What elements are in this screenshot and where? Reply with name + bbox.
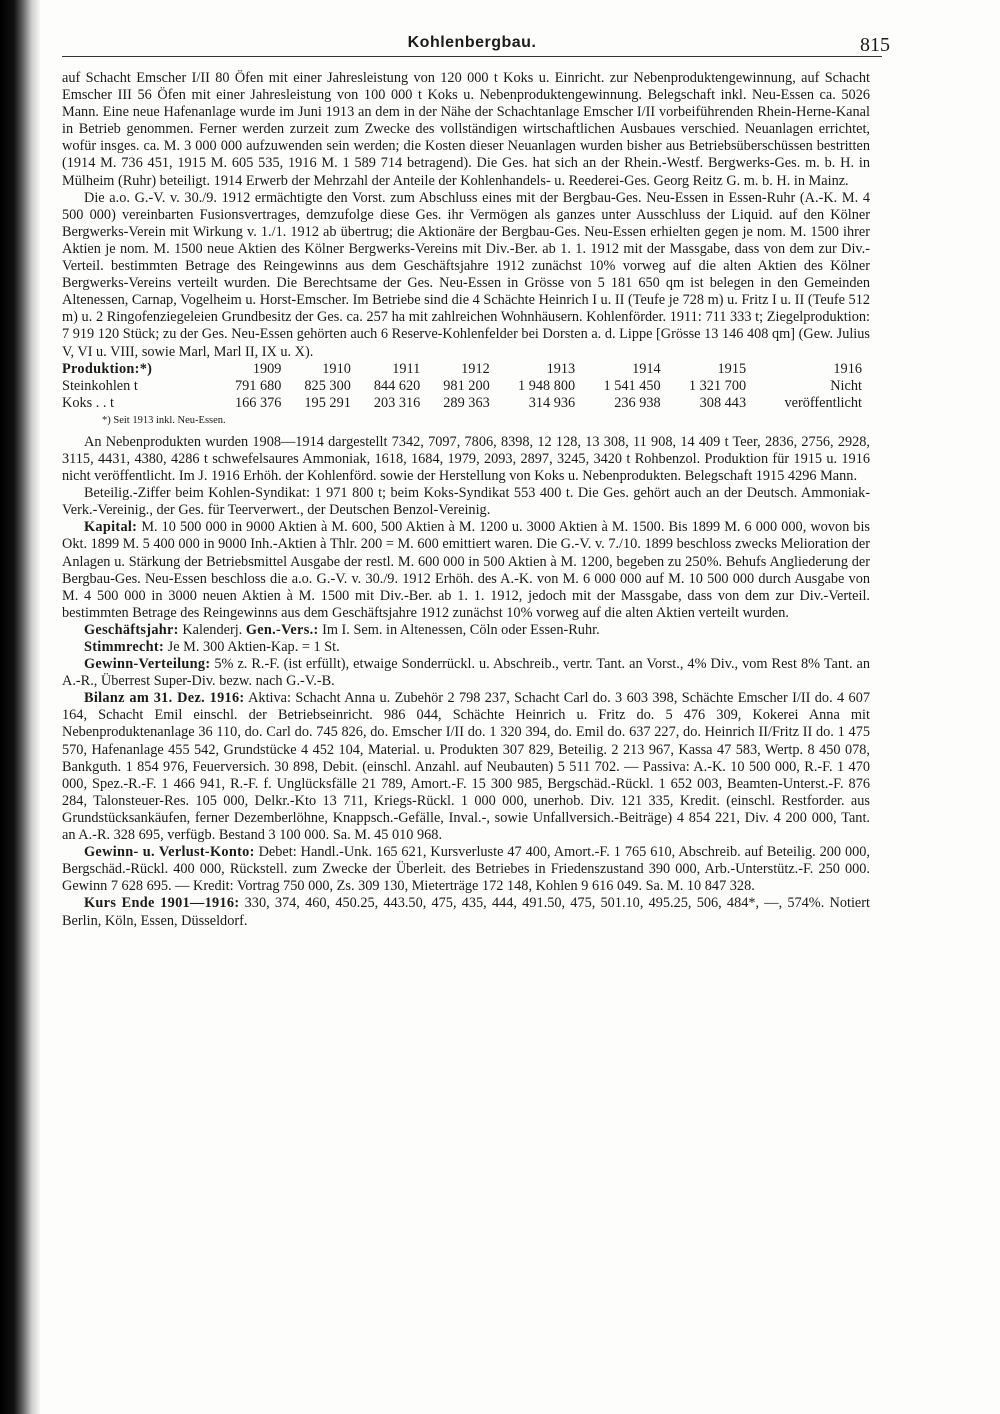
value-cell: 236 938 [614, 394, 661, 411]
year-cell: 1915 [717, 360, 747, 377]
bilanz-section [62, 690, 870, 844]
byproducts-paragraph: An Nebenprodukten wurden 1908—1914 dargestellt 7342, 7097, 7806, 8398, 12 128, 13 308, 11 908, 14 409 t Teer, 2836, 2756, 2928, 3115, 4431, 4380, 4286 t schwefelsaures Ammoniak, 1618, 1684, 1979, 2093, 2897, 3245, 3420 t Rohbenzol. Produktion für 1915 u. 1916 nicht veröffentlicht. Im J. 1916 Erhöh. der Kohlenförd. sowie der Herstellung von Koks u. Nebenprodukten. Belegschaft 1915 4296 Mann. [62, 433, 870, 485]
stimmrecht-section [62, 639, 870, 656]
genvers-text: Im I. Sem. in Altenessen, Cöln oder Essen-Ruhr. [322, 621, 600, 638]
running-title: Kohlenbergbau. [407, 34, 537, 51]
production-label: Produktion:*) [62, 360, 153, 377]
value-cell: 981 200 [443, 377, 490, 394]
production-table [62, 361, 862, 412]
geschaeftsjahr-label: Geschäftsjahr: [84, 621, 179, 638]
value-cell: 166 376 [234, 394, 282, 411]
kapital-text: M. 10 500 000 in 9000 Aktien à M. 600, 500 Aktien à M. 1200 u. 3000 Aktien à M. 1500. Bis 1899 M. 6 000 000, wovon bis Okt. 1899 M. 5 400 000 in 9000 Inh.-Aktien à Thlr. 200 = M. 600 emittiert waren. Die G.-V. v. 7./10. 1899 beschloss zwecks Melioration der Anlagen u. Stärkung der Betriebsmittel Ausgabe der restl. M. 600 000 in 500 Aktien à M. 1200, begeben zu 250%. Behufs Angliederung der Bergbau-Ges. Neu-Essen beschloss die a.o. G.-V. v. 30./9. 1912 Erhöh. des A.-K. von M. 6 000 000 auf M. 10 500 000 durch Ausgabe von M. 4 500 000 in 3000 neuen Aktien à M. 1500 mit Div.-Ber. ab 1. 1. 1912, jedoch mit der Massgabe, dass von dem zur Div.-Verteil. bestimmten Betrage des Reingewinns aus dem Geschäftsjahre 1912 zunächst 10% vorweg auf die alten Aktien verteilt wurden. [62, 519, 870, 621]
guv-label: Gewinn- u. Verlust-Konto: [84, 844, 255, 861]
year-cell: 1916 [833, 360, 862, 377]
year-cell: 1911 [392, 360, 421, 377]
syndicate-paragraph: Beteilig.-Ziffer beim Kohlen-Syndikat: 1 971 800 t; beim Koks-Syndikat 553 400 t. Die Ges. gehört auch an der Deutsch. Ammoniak-Verk.-Vereinig., der Ges. für Teerverwert., der Deutschen Benzol-Vereinig. [62, 485, 870, 519]
year-cell: 1912 [461, 360, 490, 377]
value-cell: veröffentlicht [784, 394, 862, 411]
value-cell: 1 948 800 [518, 377, 576, 394]
stimmrecht-text: Je M. 300 Aktien-Kap. = 1 St. [167, 639, 340, 655]
value-cell: 1 321 700 [688, 377, 747, 394]
bilanz-text: Aktiva: Schacht Anna u. Zubehör 2 798 237, Schacht Carl do. 3 603 398, Schächte Emscher I/II do. 4 607 164, Schacht Emil einschl. der Betriebseinricht. 986 044, Schächte Heinrich u. Fritz do. 5 476 309, Kokerei Anna mit Nebenproduktenanlage 36 110, do. Carl do. 745 826, do. Emscher I/II do. 1 320 394, do. Emil do. 637 227, do. Heinrich II/Fritz II do. 1 475 570, Hafenanlage 455 542, Grundstücke 4 452 104, Material. u. Produkten 307 829, Beteilig. 2 213 967, Kassa 47 583, Wertp. 8 450 078, Bankguth. 1 854 976, Feuerversich. 30 898, Debit. (einschl. Anzahl. auf Neubauten) 5 511 702. — Passiva: A.-K. 10 500 000, R.-F. 1 470 000, Spez.-R.-F. 1 466 941, R.-F. f. Unglücksfälle 21 789, Amort.-F. 15 300 985, Bergschäd.-Rückl. 1 652 003, Beamten-Unterst.-F. 876 284, Talonsteuer-Res. 105 000, Delkr.-Kto 13 711, Kriegs-Rückl. 1 000 000, unerhob. Div. 121 335, Kredit. (einschl. Restforder. aus Grundstücksankäufen, ferner Dezemberlöhne, Knappsch.-Gefälle, Inval.-, sowie Unfallversich.-Beiträge) 4 854 221, Div. 4 200 000, Tant. an A.-R. 328 695, verfügb. Bestand 3 100 000. Sa. M. 45 010 968. [62, 690, 870, 844]
value-cell: Nicht [830, 377, 862, 394]
stimmrecht-label: Stimmrecht: [84, 639, 165, 655]
gewinnverteilung-label: Gewinn-Verteilung: [84, 656, 211, 673]
year-cell: 1914 [632, 360, 661, 377]
year-cell: 1913 [546, 360, 576, 377]
production-row-steinkohlen [62, 378, 862, 395]
page-number: 815 [860, 34, 890, 56]
meta-section [62, 622, 870, 639]
production-row-koks [62, 395, 862, 412]
kurs-section [62, 895, 870, 929]
year-cell: 1909 [252, 360, 282, 377]
value-cell: 844 620 [373, 377, 421, 394]
page-header [62, 34, 890, 57]
kapital-label: Kapital: [84, 519, 138, 536]
guv-text: Debet: Handl.-Unk. 165 621, Kursverluste 47 400, Amort.-F. 1 765 610, Abschreib. auf Beteilig. 200 000, Bergschäd.-Rückl. 400 000, Rückstell. zum Zwecke der Überleit. des Betriebes in Friedenszustand 390 000, Arb.-Unterstütz.-F. 250 000. Gewinn 7 628 695. — Kredit: Vortrag 750 000, Zs. 309 130, Mieterträge 172 148, Kohlen 9 616 049. Sa. M. 10 847 328. [62, 844, 870, 895]
merger-paragraph: Die a.o. G.-V. v. 30./9. 1912 ermächtigte den Vorst. zum Abschluss eines mit der Bergbau-Ges. Neu-Essen in Essen-Ruhr (A.-K. M. 4 500 000) vereinbarten Fusionsvertrages, demzufolge diese Ges. ihr Vermögen als ganzes unter Ausschluss der Liquid. auf den Kölner Bergwerks-Verein mit Wirkung v. 1./1. 1912 ab übertrug; die Aktionäre der Bergbau-Ges. Neu-Essen erhielten gegen je nom. M. 1500 ihrer Aktien je nom. M. 1500 neue Aktien des Kölner Bergwerks-Vereins mit Div.-Ber. ab 1. 1. 1912 mit der Massgabe, dass von dem zur Div.-Verteil. bestimmten Betrage des Reingewinns aus dem Geschäftsjahre 1912 zunächst 10% vorweg auf die alten Aktien des Kölner Bergwerks-Vereins verteilt wurden. Die Berechtsame der Ges. Neu-Essen in Grösse von 5 181 650 qm ist belegen in den Gemeinden Altenessen, Carnap, Vogelheim u. Horst-Emscher. Im Betriebe sind die 4 Schächte Heinrich I u. II (Teufe je 728 m) u. Fritz I u. II (Teufe 512 m) u. 2 Ringofenziegeleien Grundbesitz der Ges. ca. 257 ha mit zahlreichen Wohnhäusern. Kohlenförder. 1911: 711 333 t; Ziegelproduktion: 7 919 120 Stück; zu der Ges. Neu-Essen gehörten auch 6 Reserve-Kohlenfelder bei Dorsten a. d. Lippe [Grösse 13 146 408 qm] (Gew. Julius V, VI u. VIII, sowie Marl, Marl II, IX u. X). [62, 189, 870, 360]
kapital-section [62, 519, 870, 622]
guv-section [62, 844, 870, 895]
value-cell: 203 316 [373, 394, 421, 411]
kurs-label: Kurs Ende 1901—1916: [84, 895, 240, 912]
value-cell: 314 936 [528, 394, 576, 411]
bilanz-label: Bilanz am 31. Dez. 1916: [84, 690, 245, 707]
value-cell: 289 363 [443, 394, 490, 411]
company-description-paragraph: auf Schacht Emscher I/II 80 Öfen mit einer Jahresleistung von 120 000 t Koks u. Einricht. zur Nebenproduktengewinnung, auf Schacht Emscher III 56 Öfen mit einer Jahresleistung von 100 000 t Koks u. Nebenproduktengewinnung. Belegschaft inkl. Neu-Essen ca. 5026 Mann. Eine neue Hafenanlage wurde im Juni 1913 an dem in der Nähe der Schachtanlage Emscher I/II vorbeiführenden Rhein-Herne-Kanal in Betrieb genommen. Ferner werden zurzeit zum Zwecke des vollständigen wirtschaftlichen Ausbaues verschied. Neuanlagen errichtet, wofür insges. ca. M. 3 000 000 aufzuwenden sein werden; die Kosten dieser Neuanlagen wurden bisher aus Betriebsüberschüssen bestritten (1914 M. 736 451, 1915 M. 605 535, 1916 M. 1 589 714 betragend). Die Ges. hat sich an der Rhein.-Westf. Bergwerks-Ges. m. b. H. in Mülheim (Ruhr) beteiligt. 1914 Erwerb der Mehrzahl der Anteile der Kohlenhandels- u. Reederei-Ges. Georg Reitz G. m. b. H. in Mainz. [62, 70, 870, 189]
value-cell: 308 443 [699, 394, 747, 411]
production-header-row [62, 361, 862, 378]
value-cell: 825 300 [304, 377, 351, 394]
page-left-edge-shadow [0, 0, 40, 1414]
gewinnverteilung-section [62, 656, 870, 690]
page-content [62, 70, 870, 930]
year-cell: 1910 [322, 360, 351, 377]
geschaeftsjahr-text: Kalenderj. [182, 621, 243, 638]
gewinnverteilung-text: 5% z. R.-F. (ist erfüllt), etwaige Sonderrückl. u. Abschreib., vertr. Tant. an Vorst., 4% Div., vom Rest 8% Tant. an A.-R., Überrest Super-Div. bezw. nach G.-V.-B. [62, 656, 870, 690]
kurs-text: 330, 374, 460, 450.25, 443.50, 475, 435, 444, 491.50, 475, 501.10, 495.25, 506, 484*, —, 574%. Notiert Berlin, Köln, Essen, Düsseldorf. [62, 895, 870, 929]
production-footnote: *) Seit 1913 inkl. Neu-Essen. [102, 414, 226, 426]
genvers-label: Gen.-Vers.: [245, 621, 319, 638]
value-cell: 791 680 [234, 377, 282, 394]
row-label: Steinkohlen t [62, 377, 138, 394]
value-cell: 1 541 450 [603, 377, 661, 394]
value-cell: 195 291 [304, 394, 351, 411]
row-label: Koks . . t [62, 394, 115, 411]
